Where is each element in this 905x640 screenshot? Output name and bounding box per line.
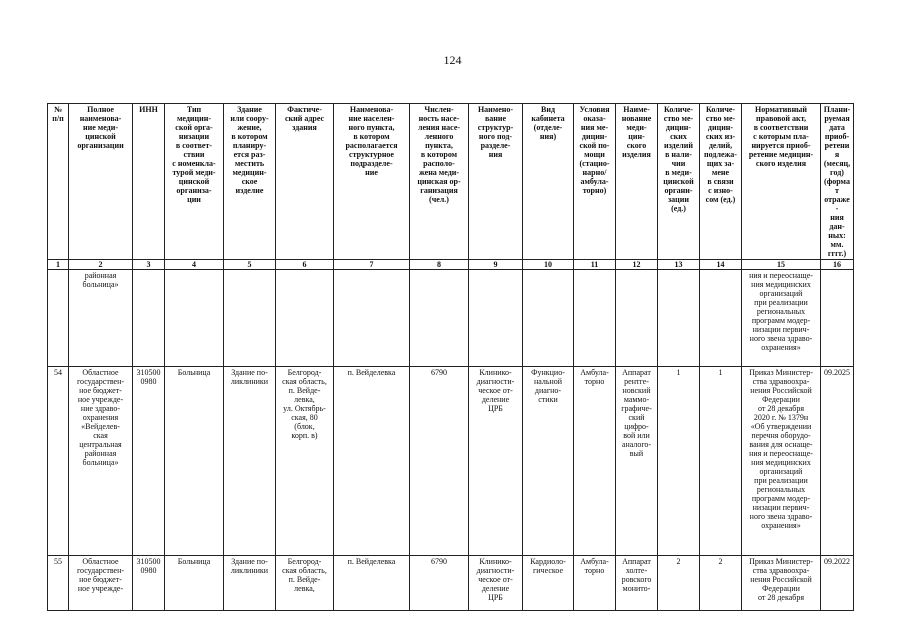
table-row xyxy=(48,367,854,556)
header-cell: Числен- ность насе- ления насе- ленного пункта, в котором располо- жена меди- цинская ор- ганизация (чел.) xyxy=(410,104,469,260)
column-number: 6 xyxy=(276,260,334,270)
table-cell: 55 xyxy=(48,556,69,611)
header-cell: Наимено- вание структур- ного под- разделе- ния xyxy=(469,104,523,260)
table-cell xyxy=(700,270,742,367)
table-cell xyxy=(574,270,616,367)
header-cell: № п/п xyxy=(48,104,69,260)
table-cell: 1 xyxy=(700,367,742,556)
column-number: 15 xyxy=(742,260,821,270)
column-number: 12 xyxy=(616,260,658,270)
table-cell xyxy=(469,270,523,367)
table-row xyxy=(48,270,854,367)
table-cell: 09.2025 xyxy=(821,367,854,556)
table-cell xyxy=(334,270,410,367)
header-cell: Условия оказа- ния ме- дицин- ской по- мощи (стацио- нарно/ амбула- торно) xyxy=(574,104,616,260)
table-cell: 310500 0980 xyxy=(133,367,165,556)
column-number: 9 xyxy=(469,260,523,270)
column-number: 14 xyxy=(700,260,742,270)
table-cell: 54 xyxy=(48,367,69,556)
table-cell: 2 xyxy=(658,556,700,611)
medical-equipment-table xyxy=(47,103,854,611)
table-cell: районная больница» xyxy=(69,270,133,367)
table-cell: Приказ Министер- ства здравоохра- нения Российской Федерации от 28 декабря xyxy=(742,556,821,611)
column-number: 7 xyxy=(334,260,410,270)
header-cell: Полное наименова- ние меди- цинской организации xyxy=(69,104,133,260)
table-cell xyxy=(616,270,658,367)
table-cell: ния и переоснаще- ния медицинских организаций при реализации региональных программ модер- низации первич- ного звена здраво- охранения» xyxy=(742,270,821,367)
table-cell: 09.2022 xyxy=(821,556,854,611)
header-cell: Наименова- ние населен- ного пункта, в котором располагается структурное подразделе- ние xyxy=(334,104,410,260)
header-cell: Фактиче- ский адрес здания xyxy=(276,104,334,260)
table-cell: Белгород- ская область, п. Вейде- левка, xyxy=(276,556,334,611)
table-cell: Функцио- нальной диагно- стики xyxy=(523,367,574,556)
column-number: 4 xyxy=(165,260,224,270)
table-cell: Амбула- торно xyxy=(574,367,616,556)
table-cell: Клинико- диагности- ческое от- деление ЦРБ xyxy=(469,367,523,556)
column-number: 10 xyxy=(523,260,574,270)
table-cell: 310500 0980 xyxy=(133,556,165,611)
table-cell: Аппарат рентге- новский маммо- графиче- ский цифро- вой или аналого- вый xyxy=(616,367,658,556)
column-number: 11 xyxy=(574,260,616,270)
table-row xyxy=(48,556,854,611)
column-number-row xyxy=(48,260,854,270)
table-cell xyxy=(410,270,469,367)
table-cell: Аппарат холте- ровского монито- xyxy=(616,556,658,611)
header-cell: Вид кабинета (отделе- ния) xyxy=(523,104,574,260)
table-cell: Областное государствен- ное бюджет- ное учрежде- xyxy=(69,556,133,611)
table-cell: Белгород- ская область, п. Вейде- левка, ул. Октябрь- ская, 80 (блок, корп. в) xyxy=(276,367,334,556)
table-cell xyxy=(165,270,224,367)
header-cell: Количе- ство ме- дицин- ских из- делий, подлежа- щих за- мене в связи с изно- сом (ед.) xyxy=(700,104,742,260)
table-cell: Приказ Министер- ства здравоохра- нения Российской Федерации от 28 декабря 2020 г. № 1379н «Об утверждении перечня оборудо- вания для оснаще- ния и переоснаще- ния медицинских организаций при реализации региональных программ модер- низации первич- ного звена здраво- охранения» xyxy=(742,367,821,556)
table-cell: Больница xyxy=(165,556,224,611)
column-number: 3 xyxy=(133,260,165,270)
table-cell xyxy=(658,270,700,367)
table-cell: 2 xyxy=(700,556,742,611)
column-number: 8 xyxy=(410,260,469,270)
table-cell: Амбула- торно xyxy=(574,556,616,611)
table-cell: п. Вейделевка xyxy=(334,556,410,611)
header-cell: Нормативный правовой акт, в соответствии с которым пла- нируется приоб- ретение медицин- ского изделия xyxy=(742,104,821,260)
table-cell xyxy=(276,270,334,367)
table-cell: Больница xyxy=(165,367,224,556)
table-cell xyxy=(133,270,165,367)
column-number: 1 xyxy=(48,260,69,270)
table-cell: 6790 xyxy=(410,367,469,556)
header-cell: Здание или соору- жение, в котором планиру- ется раз- местить медицин- ское изделие xyxy=(224,104,276,260)
table-cell xyxy=(523,270,574,367)
table-cell: 1 xyxy=(658,367,700,556)
header-cell: Наиме- нование меди- цин- ского изделия xyxy=(616,104,658,260)
table-cell: п. Вейделевка xyxy=(334,367,410,556)
column-number: 5 xyxy=(224,260,276,270)
header-row xyxy=(48,104,854,260)
column-number: 13 xyxy=(658,260,700,270)
table-cell xyxy=(48,270,69,367)
header-cell: ИНН xyxy=(133,104,165,260)
page-number: 124 xyxy=(443,53,462,67)
table-cell: Здание по- ликлиники xyxy=(224,556,276,611)
column-number: 2 xyxy=(69,260,133,270)
header-cell: Количе- ство ме- дицин- ских изделий в нали- чии в меди- цинской органи- зации (ед.) xyxy=(658,104,700,260)
table-cell: Здание по- ликлиники xyxy=(224,367,276,556)
header-cell: Тип медицин- ской орга- низации в соответ- ствии с номенкла- турой меди- цинской организа- ции xyxy=(165,104,224,260)
header-cell: Плани- руемая дата приоб- ретения (месяц, год) (формат отраже- ния дан- ных: мм. гггг.) xyxy=(821,104,854,260)
column-number: 16 xyxy=(821,260,854,270)
table-cell xyxy=(821,270,854,367)
table-cell: Клинико- диагности- ческое от- деление ЦРБ xyxy=(469,556,523,611)
table-cell: 6790 xyxy=(410,556,469,611)
table-cell: Кардиоло- гическое xyxy=(523,556,574,611)
table-cell: Областное государствен- ное бюджет- ное учрежде- ние здраво- охранения «Вейделев- ская центральная районная больница» xyxy=(69,367,133,556)
table-cell xyxy=(224,270,276,367)
